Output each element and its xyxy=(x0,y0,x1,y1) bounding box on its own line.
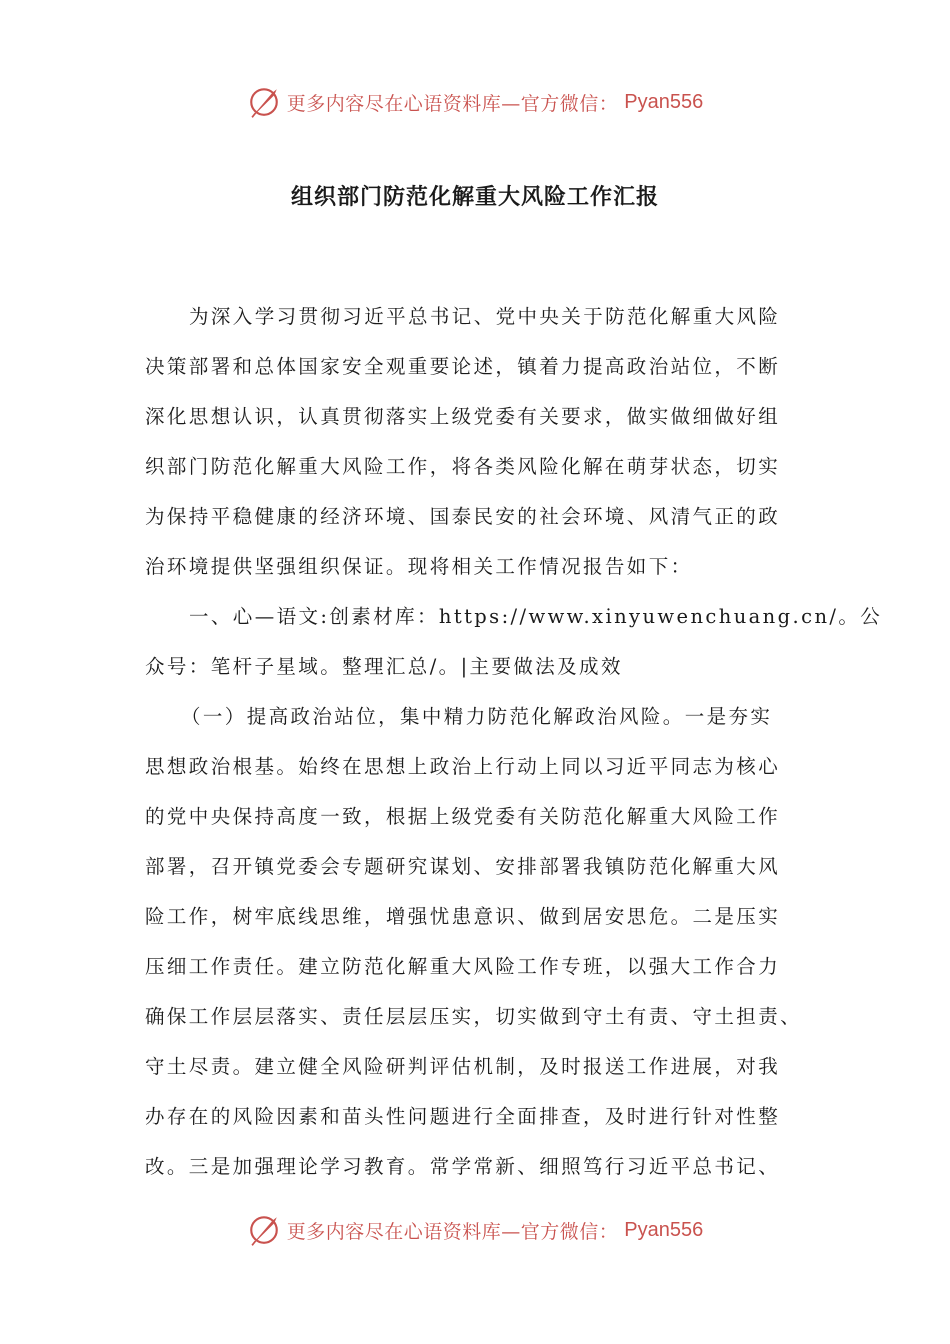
section-heading-line: 众号：笔杆子星域。整理汇总/。|主要做法及成效 xyxy=(145,655,623,678)
section-heading-line: 一、心—语文:创素材库：https://www.xinyuwenchuang.cn/。公 xyxy=(189,605,883,628)
footer-watermark xyxy=(0,1208,950,1252)
document-title: 组织部门防范化解重大风险工作汇报 xyxy=(290,184,659,210)
watermark-text: 更多内容尽在心语资料库—官方微信： xyxy=(286,1220,619,1243)
body-line: 改。三是加强理论学习教育。常学常新、细照笃行习近平总书记、 xyxy=(145,1155,781,1178)
watermark-wechat-id: Pyan556 xyxy=(624,1218,704,1241)
document-body xyxy=(145,292,883,1192)
body-line: 深化思想认识，认真贯彻落实上级党委有关要求，做实做细做好组 xyxy=(145,405,781,428)
body-line: 思想政治根基。始终在思想上政治上行动上同以习近平同志为核心 xyxy=(145,755,781,778)
body-line: 守土尽责。建立健全风险研判评估机制，及时报送工作进展，对我 xyxy=(145,1055,781,1078)
body-line: 办存在的风险因素和苗头性问题进行全面排查，及时进行针对性整 xyxy=(145,1105,781,1128)
body-line: 压细工作责任。建立防范化解重大风险工作专班，以强大工作合力 xyxy=(145,955,781,978)
body-line: 织部门防范化解重大风险工作，将各类风险化解在萌芽状态，切实 xyxy=(145,455,781,478)
body-line: 确保工作层层落实、责任层层压实，切实做到守土有责、守土担责、 xyxy=(145,1005,803,1028)
watermark-text: 更多内容尽在心语资料库—官方微信： xyxy=(286,92,619,115)
body-line: 决策部署和总体国家安全观重要论述，镇着力提高政治站位，不断 xyxy=(145,355,781,378)
body-line: 为保持平稳健康的经济环境、国泰民安的社会环境、风清气正的政 xyxy=(145,505,781,528)
body-line: （一）提高政治站位，集中精力防范化解政治风险。一是夯实 xyxy=(181,705,773,728)
header-watermark xyxy=(0,80,950,124)
quill-pen-logo-icon xyxy=(247,85,281,119)
quill-pen-logo-icon xyxy=(247,1213,281,1247)
body-line: 的党中央保持高度一致，根据上级党委有关防范化解重大风险工作 xyxy=(145,805,781,828)
body-line: 为深入学习贯彻习近平总书记、党中央关于防范化解重大风险 xyxy=(189,305,781,328)
body-line: 治环境提供坚强组织保证。现将相关工作情况报告如下： xyxy=(145,555,693,578)
body-line: 险工作，树牢底线思维，增强忧患意识、做到居安思危。二是压实 xyxy=(145,905,781,928)
body-line: 部署，召开镇党委会专题研究谋划、安排部署我镇防范化解重大风 xyxy=(145,855,781,878)
watermark-wechat-id: Pyan556 xyxy=(624,90,704,113)
